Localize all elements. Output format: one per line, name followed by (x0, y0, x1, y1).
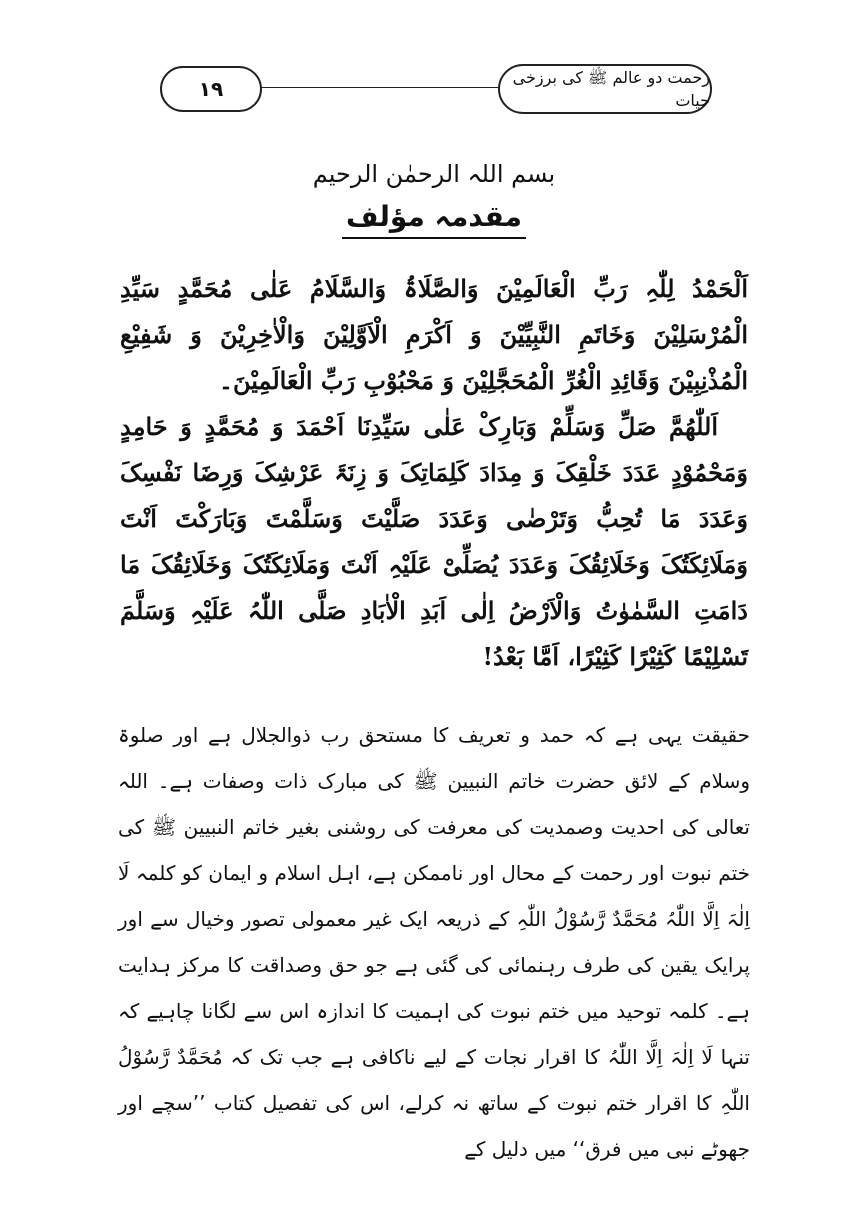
page-header (160, 62, 712, 114)
bismillah: بسم اللہ الرحمٰن الرحیم (312, 160, 556, 188)
urdu-text-block (118, 712, 750, 1172)
book-title: رحمت دو عالم ﷺ کی برزخی حیات (498, 64, 712, 114)
title-block (120, 150, 748, 239)
section-heading: مقدمہ مؤلف (342, 200, 526, 239)
arabic-text-block (120, 266, 748, 680)
page-number: ۱۹ (160, 66, 262, 112)
urdu-paragraph: حقیقت یہی ہے کہ حمد و تعریف کا مستحق رب ذوالجلال ہے اور صلوۃ وسلام کے لائق حضرت خاتم النبیین ﷺ کی مبارک ذات وصفات ہے۔ اللہ تعالی کی احدیت وصمدیت کی معرفت کی روشنی بغیر خاتم النبیین ﷺ کی ختم نبوت اور رحمت کے محال اور ناممکن ہے، اہل اسلام و ایمان کو کلمہ لَا اِلٰہَ اِلَّا اللّٰہُ مُحَمَّدٌ رَّسُوْلُ اللّٰہِ کے ذریعہ ایک غیر معمولی تصور وخیال سے اور پرایک یقین کی طرف رہنمائی کی گئی ہے جو حق وصداقت کا مرکز ہدایت ہے۔ کلمہ توحید میں ختم نبوت کی اہمیت کا اندازہ اس سے لگانا چاہیے کہ تنہا لَا اِلٰہَ اِلَّا اللّٰہُ کا اقرار نجات کے لیے ناکافی ہے جب تک کہ مُحَمَّدٌ رَّسُوْلُ اللّٰہِ کا اقرار ختم نبوت کے ساتھ نہ کرلے، اس کی تفصیل کتاب ’’سچے اور جھوٹے نبی میں فرق‘‘ میں دلیل کے (118, 723, 750, 1161)
arabic-paragraph-durood: اَللّٰھُمَّ صَلِّ وَسَلِّمْ وَبَارِکْ عَلٰی سَیِّدِنَا اَحْمَدَ وَ مُحَمَّدٍ وَ حَامِدٍ وَمَحْمُوْدٍ عَدَدَ خَلْقِکَ وَ مِدَادَ کَلِمَاتِکَ وَ زِنَۃَ عَرْشِکَ وَرِضَا نَفْسِکَ وَعَدَدَ مَا تُحِبُّ وَتَرْضٰی وَعَدَدَ صَلَّیْتَ وَسَلَّمْتَ وَبَارَکْتَ اَنْتَ وَمَلَائِکَتُکَ وَخَلَائِقُکَ وَعَدَدَ یُصَلِّیْ عَلَیْہِ اَنْتَ وَمَلَائِکَتُکَ وَخَلَائِقُکَ مَا دَامَتِ السَّمٰوٰتُ وَالْاَرْضُ اِلٰی اَبَدِ الْاٰبَادِ صَلَّی اللّٰہُ عَلَیْہِ وَسَلَّمَ تَسْلِیْمًا کَثِیْرًا کَثِیْرًا، اَمَّا بَعْدُ! (120, 412, 748, 671)
arabic-paragraph-hamd: اَلْحَمْدُ لِلّٰہِ رَبِّ الْعَالَمِیْنَ وَالصَّلَاۃُ وَالسَّلَامُ عَلٰی مُحَمَّدٍ سَیِّدِ الْمُرْسَلِیْنَ وَخَاتَمِ النَّبِیِّیْنَ وَ اَکْرَمِ الْاَوَّلِیْنَ وَالْاٰخِرِیْنَ وَ شَفِیْعِ الْمُذْنِبِیْنَ وَقَائِدِ الْغُرِّ الْمُحَجَّلِیْنَ وَ مَحْبُوْبِ رَبِّ الْعَالَمِیْنَ۔ (120, 274, 748, 395)
